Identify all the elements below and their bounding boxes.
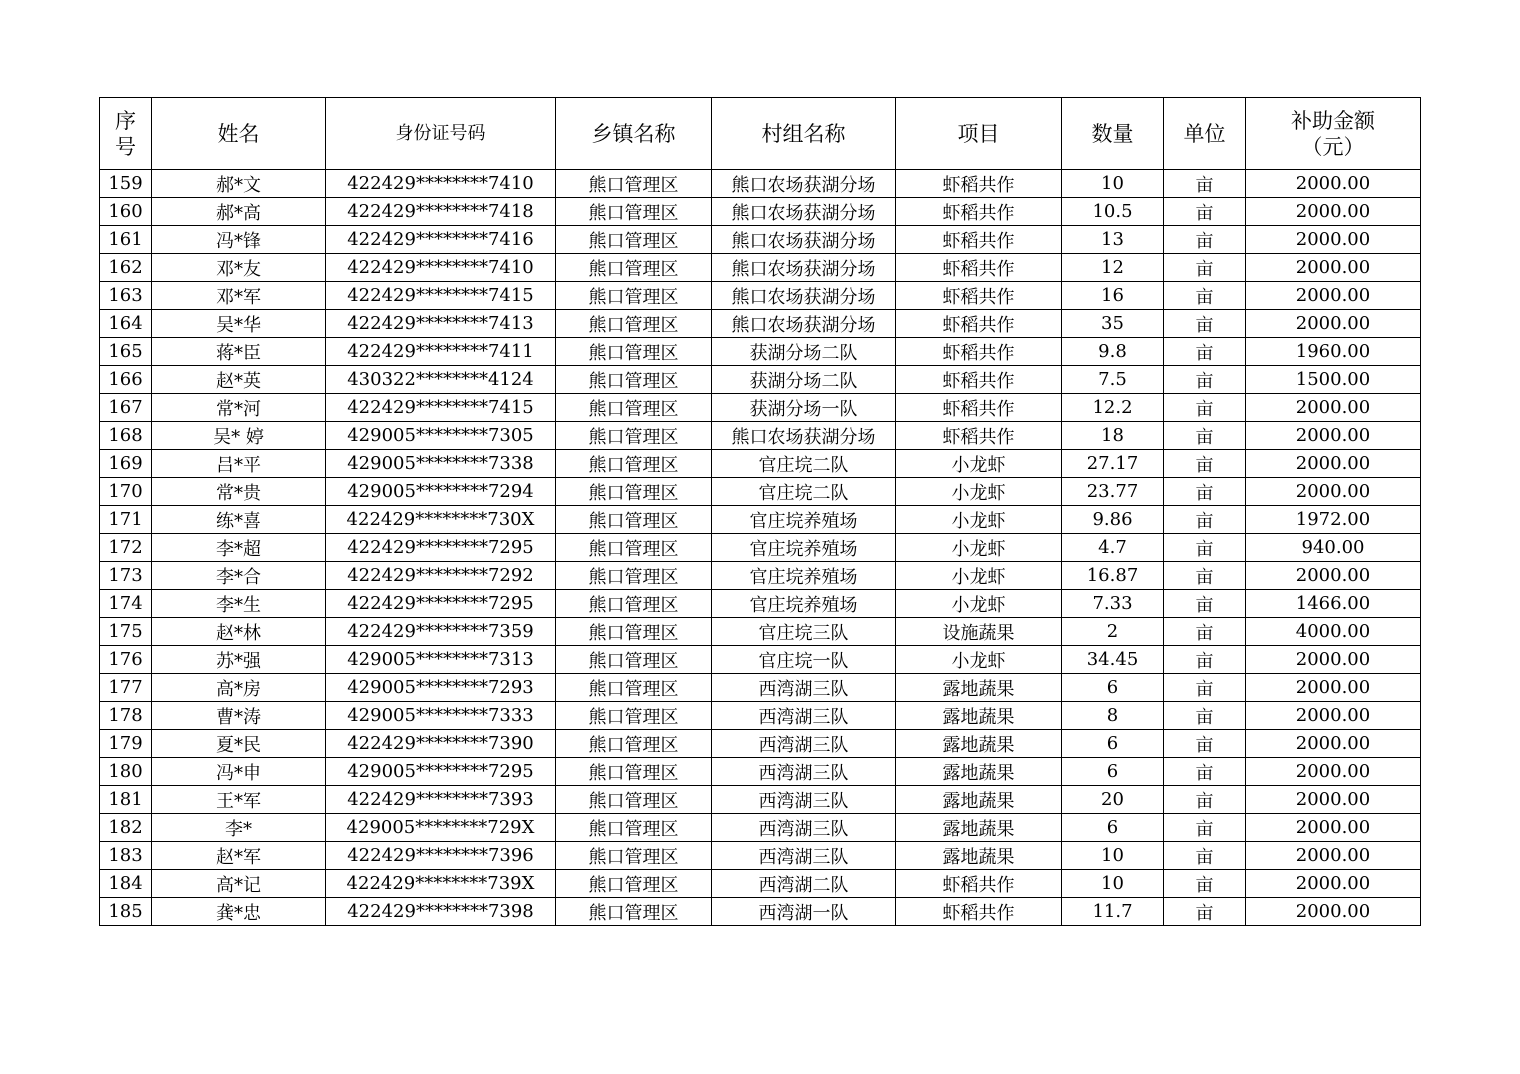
cell-village: 官庄垸养殖场 [712, 562, 896, 590]
cell-name: 吴* 婷 [152, 422, 326, 450]
cell-project: 露地蔬果 [896, 730, 1062, 758]
cell-project: 虾稻共作 [896, 198, 1062, 226]
header-serial-line2: 号 [115, 134, 136, 159]
cell-id-number: 422429********7295 [326, 590, 556, 618]
cell-quantity: 6 [1062, 730, 1164, 758]
cell-amount: 2000.00 [1246, 842, 1421, 870]
cell-id-number: 429005********7295 [326, 758, 556, 786]
table-row [100, 450, 1421, 478]
table-row [100, 282, 1421, 310]
cell-id-number: 422429********7410 [326, 170, 556, 198]
cell-quantity: 4.7 [1062, 534, 1164, 562]
table-row [100, 562, 1421, 590]
cell-project: 虾稻共作 [896, 310, 1062, 338]
cell-town: 熊口管理区 [556, 394, 712, 422]
cell-town: 熊口管理区 [556, 898, 712, 926]
cell-amount: 2000.00 [1246, 674, 1421, 702]
cell-name: 李* [152, 814, 326, 842]
table-row [100, 338, 1421, 366]
header-village: 村组名称 [712, 98, 896, 170]
cell-village: 获湖分场一队 [712, 394, 896, 422]
cell-quantity: 23.77 [1062, 478, 1164, 506]
subsidy-table [99, 97, 1421, 926]
cell-town: 熊口管理区 [556, 310, 712, 338]
cell-project: 小龙虾 [896, 534, 1062, 562]
cell-name: 夏*民 [152, 730, 326, 758]
header-serial [100, 98, 152, 170]
table-row [100, 590, 1421, 618]
cell-unit: 亩 [1164, 534, 1246, 562]
table-row [100, 618, 1421, 646]
cell-unit: 亩 [1164, 814, 1246, 842]
cell-id-number: 422429********7295 [326, 534, 556, 562]
cell-quantity: 10.5 [1062, 198, 1164, 226]
cell-quantity: 13 [1062, 226, 1164, 254]
cell-id-number: 422429********7396 [326, 842, 556, 870]
cell-name: 郝*文 [152, 170, 326, 198]
cell-unit: 亩 [1164, 674, 1246, 702]
cell-amount: 1466.00 [1246, 590, 1421, 618]
cell-id-number: 422429********7292 [326, 562, 556, 590]
cell-project: 小龙虾 [896, 590, 1062, 618]
cell-id-number: 422429********7359 [326, 618, 556, 646]
cell-name: 李*合 [152, 562, 326, 590]
cell-amount: 2000.00 [1246, 422, 1421, 450]
cell-unit: 亩 [1164, 254, 1246, 282]
table-row [100, 898, 1421, 926]
cell-village: 西湾湖三队 [712, 842, 896, 870]
table-row [100, 310, 1421, 338]
cell-serial: 164 [100, 310, 152, 338]
table-row [100, 366, 1421, 394]
cell-village: 西湾湖三队 [712, 814, 896, 842]
cell-town: 熊口管理区 [556, 254, 712, 282]
cell-village: 官庄垸养殖场 [712, 506, 896, 534]
cell-unit: 亩 [1164, 338, 1246, 366]
cell-project: 露地蔬果 [896, 702, 1062, 730]
cell-town: 熊口管理区 [556, 534, 712, 562]
table-row [100, 422, 1421, 450]
cell-amount: 2000.00 [1246, 814, 1421, 842]
cell-id-number: 429005********7294 [326, 478, 556, 506]
cell-village: 西湾湖三队 [712, 674, 896, 702]
cell-unit: 亩 [1164, 310, 1246, 338]
cell-id-number: 422429********7416 [326, 226, 556, 254]
cell-town: 熊口管理区 [556, 674, 712, 702]
cell-project: 露地蔬果 [896, 674, 1062, 702]
cell-name: 蒋*臣 [152, 338, 326, 366]
cell-serial: 182 [100, 814, 152, 842]
cell-unit: 亩 [1164, 282, 1246, 310]
cell-serial: 166 [100, 366, 152, 394]
cell-project: 小龙虾 [896, 646, 1062, 674]
table-row [100, 702, 1421, 730]
cell-village: 熊口农场获湖分场 [712, 282, 896, 310]
cell-town: 熊口管理区 [556, 226, 712, 254]
table-row [100, 842, 1421, 870]
cell-name: 邓*军 [152, 282, 326, 310]
cell-quantity: 12 [1062, 254, 1164, 282]
cell-village: 西湾湖三队 [712, 730, 896, 758]
cell-amount: 2000.00 [1246, 198, 1421, 226]
cell-id-number: 429005********7338 [326, 450, 556, 478]
cell-id-number: 422429********7393 [326, 786, 556, 814]
cell-amount: 1972.00 [1246, 506, 1421, 534]
cell-id-number: 429005********7305 [326, 422, 556, 450]
cell-name: 练*喜 [152, 506, 326, 534]
cell-id-number: 422429********7390 [326, 730, 556, 758]
cell-name: 龚*忠 [152, 898, 326, 926]
cell-project: 露地蔬果 [896, 786, 1062, 814]
table-row [100, 786, 1421, 814]
cell-serial: 185 [100, 898, 152, 926]
cell-village: 西湾湖二队 [712, 870, 896, 898]
cell-town: 熊口管理区 [556, 366, 712, 394]
table-row [100, 758, 1421, 786]
cell-quantity: 7.5 [1062, 366, 1164, 394]
table-row [100, 394, 1421, 422]
cell-project: 虾稻共作 [896, 422, 1062, 450]
cell-serial: 178 [100, 702, 152, 730]
cell-serial: 159 [100, 170, 152, 198]
cell-unit: 亩 [1164, 170, 1246, 198]
cell-amount: 1500.00 [1246, 366, 1421, 394]
cell-quantity: 2 [1062, 618, 1164, 646]
cell-quantity: 20 [1062, 786, 1164, 814]
cell-id-number: 422429********7415 [326, 282, 556, 310]
cell-id-number: 422429********7398 [326, 898, 556, 926]
header-town: 乡镇名称 [556, 98, 712, 170]
header-row [100, 98, 1421, 170]
cell-amount: 2000.00 [1246, 730, 1421, 758]
cell-village: 西湾湖三队 [712, 702, 896, 730]
cell-town: 熊口管理区 [556, 422, 712, 450]
cell-id-number: 422429********7411 [326, 338, 556, 366]
cell-amount: 2000.00 [1246, 702, 1421, 730]
cell-village: 官庄垸二队 [712, 450, 896, 478]
table-row [100, 170, 1421, 198]
header-amount-line1: 补助金额 [1291, 108, 1375, 133]
cell-id-number: 429005********7293 [326, 674, 556, 702]
table-row [100, 198, 1421, 226]
cell-town: 熊口管理区 [556, 786, 712, 814]
cell-id-number: 422429********739X [326, 870, 556, 898]
cell-project: 虾稻共作 [896, 394, 1062, 422]
cell-project: 露地蔬果 [896, 814, 1062, 842]
table-row [100, 730, 1421, 758]
cell-village: 西湾湖三队 [712, 758, 896, 786]
header-project: 项目 [896, 98, 1062, 170]
cell-town: 熊口管理区 [556, 170, 712, 198]
table-row [100, 814, 1421, 842]
cell-project: 虾稻共作 [896, 870, 1062, 898]
cell-id-number: 422429********7415 [326, 394, 556, 422]
cell-quantity: 16 [1062, 282, 1164, 310]
cell-serial: 183 [100, 842, 152, 870]
cell-town: 熊口管理区 [556, 562, 712, 590]
cell-name: 赵*英 [152, 366, 326, 394]
cell-unit: 亩 [1164, 730, 1246, 758]
cell-name: 冯*锋 [152, 226, 326, 254]
cell-town: 熊口管理区 [556, 198, 712, 226]
cell-unit: 亩 [1164, 478, 1246, 506]
cell-name: 曹*涛 [152, 702, 326, 730]
cell-id-number: 429005********7333 [326, 702, 556, 730]
cell-project: 露地蔬果 [896, 842, 1062, 870]
cell-village: 熊口农场获湖分场 [712, 198, 896, 226]
cell-name: 邓*友 [152, 254, 326, 282]
cell-quantity: 27.17 [1062, 450, 1164, 478]
cell-village: 熊口农场获湖分场 [712, 170, 896, 198]
cell-id-number: 429005********729X [326, 814, 556, 842]
cell-village: 官庄垸二队 [712, 478, 896, 506]
table-row [100, 506, 1421, 534]
cell-unit: 亩 [1164, 758, 1246, 786]
cell-amount: 2000.00 [1246, 226, 1421, 254]
cell-town: 熊口管理区 [556, 814, 712, 842]
cell-quantity: 8 [1062, 702, 1164, 730]
cell-quantity: 10 [1062, 870, 1164, 898]
cell-serial: 168 [100, 422, 152, 450]
cell-quantity: 9.86 [1062, 506, 1164, 534]
cell-unit: 亩 [1164, 562, 1246, 590]
cell-project: 虾稻共作 [896, 282, 1062, 310]
cell-village: 熊口农场获湖分场 [712, 226, 896, 254]
cell-amount: 2000.00 [1246, 394, 1421, 422]
cell-town: 熊口管理区 [556, 450, 712, 478]
cell-quantity: 7.33 [1062, 590, 1164, 618]
cell-amount: 2000.00 [1246, 786, 1421, 814]
cell-village: 获湖分场二队 [712, 366, 896, 394]
cell-amount: 1960.00 [1246, 338, 1421, 366]
cell-serial: 165 [100, 338, 152, 366]
cell-village: 官庄垸三队 [712, 618, 896, 646]
cell-amount: 2000.00 [1246, 478, 1421, 506]
table-row [100, 674, 1421, 702]
cell-unit: 亩 [1164, 898, 1246, 926]
cell-serial: 161 [100, 226, 152, 254]
cell-village: 官庄垸养殖场 [712, 534, 896, 562]
cell-town: 熊口管理区 [556, 646, 712, 674]
cell-quantity: 6 [1062, 758, 1164, 786]
cell-village: 西湾湖一队 [712, 898, 896, 926]
cell-unit: 亩 [1164, 366, 1246, 394]
cell-serial: 171 [100, 506, 152, 534]
cell-id-number: 429005********7313 [326, 646, 556, 674]
cell-project: 小龙虾 [896, 450, 1062, 478]
cell-amount: 2000.00 [1246, 646, 1421, 674]
table-row [100, 534, 1421, 562]
cell-town: 熊口管理区 [556, 338, 712, 366]
cell-serial: 176 [100, 646, 152, 674]
cell-id-number: 422429********7410 [326, 254, 556, 282]
cell-name: 王*军 [152, 786, 326, 814]
cell-amount: 2000.00 [1246, 898, 1421, 926]
cell-name: 郝*高 [152, 198, 326, 226]
cell-name: 高*记 [152, 870, 326, 898]
cell-unit: 亩 [1164, 590, 1246, 618]
table-row [100, 646, 1421, 674]
cell-project: 虾稻共作 [896, 226, 1062, 254]
cell-village: 西湾湖三队 [712, 786, 896, 814]
cell-id-number: 422429********7413 [326, 310, 556, 338]
cell-serial: 169 [100, 450, 152, 478]
cell-town: 熊口管理区 [556, 506, 712, 534]
table-row [100, 478, 1421, 506]
table-row [100, 870, 1421, 898]
cell-unit: 亩 [1164, 226, 1246, 254]
cell-town: 熊口管理区 [556, 590, 712, 618]
cell-serial: 174 [100, 590, 152, 618]
cell-quantity: 18 [1062, 422, 1164, 450]
cell-project: 露地蔬果 [896, 758, 1062, 786]
cell-amount: 2000.00 [1246, 758, 1421, 786]
cell-serial: 177 [100, 674, 152, 702]
cell-unit: 亩 [1164, 422, 1246, 450]
cell-name: 吕*平 [152, 450, 326, 478]
cell-name: 苏*强 [152, 646, 326, 674]
cell-serial: 180 [100, 758, 152, 786]
cell-serial: 163 [100, 282, 152, 310]
cell-quantity: 11.7 [1062, 898, 1164, 926]
cell-serial: 172 [100, 534, 152, 562]
header-amount-line2: （元） [1301, 134, 1365, 159]
cell-amount: 2000.00 [1246, 450, 1421, 478]
header-id-number: 身份证号码 [326, 98, 556, 170]
cell-amount: 2000.00 [1246, 562, 1421, 590]
cell-name: 常*河 [152, 394, 326, 422]
cell-amount: 4000.00 [1246, 618, 1421, 646]
header-serial-line1: 序 [115, 108, 136, 133]
cell-project: 小龙虾 [896, 562, 1062, 590]
cell-id-number: 422429********730X [326, 506, 556, 534]
cell-unit: 亩 [1164, 506, 1246, 534]
cell-village: 官庄垸一队 [712, 646, 896, 674]
cell-serial: 181 [100, 786, 152, 814]
table-row [100, 254, 1421, 282]
cell-project: 虾稻共作 [896, 898, 1062, 926]
cell-serial: 170 [100, 478, 152, 506]
cell-village: 熊口农场获湖分场 [712, 422, 896, 450]
cell-project: 虾稻共作 [896, 366, 1062, 394]
header-amount [1246, 98, 1421, 170]
cell-id-number: 422429********7418 [326, 198, 556, 226]
cell-quantity: 9.8 [1062, 338, 1164, 366]
cell-serial: 184 [100, 870, 152, 898]
cell-name: 李*超 [152, 534, 326, 562]
cell-serial: 167 [100, 394, 152, 422]
cell-town: 熊口管理区 [556, 478, 712, 506]
cell-amount: 2000.00 [1246, 870, 1421, 898]
cell-town: 熊口管理区 [556, 730, 712, 758]
cell-unit: 亩 [1164, 198, 1246, 226]
cell-unit: 亩 [1164, 618, 1246, 646]
cell-quantity: 12.2 [1062, 394, 1164, 422]
cell-id-number: 430322********4124 [326, 366, 556, 394]
cell-village: 官庄垸养殖场 [712, 590, 896, 618]
cell-project: 小龙虾 [896, 478, 1062, 506]
cell-serial: 179 [100, 730, 152, 758]
cell-unit: 亩 [1164, 786, 1246, 814]
cell-village: 熊口农场获湖分场 [712, 254, 896, 282]
cell-quantity: 6 [1062, 674, 1164, 702]
cell-name: 赵*军 [152, 842, 326, 870]
cell-serial: 173 [100, 562, 152, 590]
cell-town: 熊口管理区 [556, 842, 712, 870]
cell-town: 熊口管理区 [556, 282, 712, 310]
cell-project: 虾稻共作 [896, 254, 1062, 282]
cell-amount: 2000.00 [1246, 170, 1421, 198]
cell-project: 虾稻共作 [896, 170, 1062, 198]
cell-quantity: 35 [1062, 310, 1164, 338]
cell-village: 熊口农场获湖分场 [712, 310, 896, 338]
cell-name: 赵*林 [152, 618, 326, 646]
cell-quantity: 16.87 [1062, 562, 1164, 590]
cell-quantity: 34.45 [1062, 646, 1164, 674]
cell-amount: 2000.00 [1246, 254, 1421, 282]
cell-amount: 940.00 [1246, 534, 1421, 562]
cell-town: 熊口管理区 [556, 870, 712, 898]
cell-unit: 亩 [1164, 394, 1246, 422]
cell-amount: 2000.00 [1246, 310, 1421, 338]
cell-project: 小龙虾 [896, 506, 1062, 534]
cell-amount: 2000.00 [1246, 282, 1421, 310]
table-row [100, 226, 1421, 254]
cell-project: 设施蔬果 [896, 618, 1062, 646]
cell-serial: 175 [100, 618, 152, 646]
cell-quantity: 10 [1062, 170, 1164, 198]
cell-quantity: 10 [1062, 842, 1164, 870]
header-name: 姓名 [152, 98, 326, 170]
header-unit: 单位 [1164, 98, 1246, 170]
cell-unit: 亩 [1164, 450, 1246, 478]
cell-town: 熊口管理区 [556, 758, 712, 786]
cell-name: 常*贵 [152, 478, 326, 506]
cell-name: 高*房 [152, 674, 326, 702]
cell-name: 李*生 [152, 590, 326, 618]
cell-unit: 亩 [1164, 646, 1246, 674]
cell-unit: 亩 [1164, 702, 1246, 730]
cell-serial: 162 [100, 254, 152, 282]
cell-town: 熊口管理区 [556, 618, 712, 646]
cell-village: 获湖分场二队 [712, 338, 896, 366]
cell-quantity: 6 [1062, 814, 1164, 842]
cell-serial: 160 [100, 198, 152, 226]
cell-town: 熊口管理区 [556, 702, 712, 730]
cell-name: 吴*华 [152, 310, 326, 338]
cell-project: 虾稻共作 [896, 338, 1062, 366]
cell-name: 冯*申 [152, 758, 326, 786]
cell-unit: 亩 [1164, 842, 1246, 870]
header-quantity: 数量 [1062, 98, 1164, 170]
cell-unit: 亩 [1164, 870, 1246, 898]
